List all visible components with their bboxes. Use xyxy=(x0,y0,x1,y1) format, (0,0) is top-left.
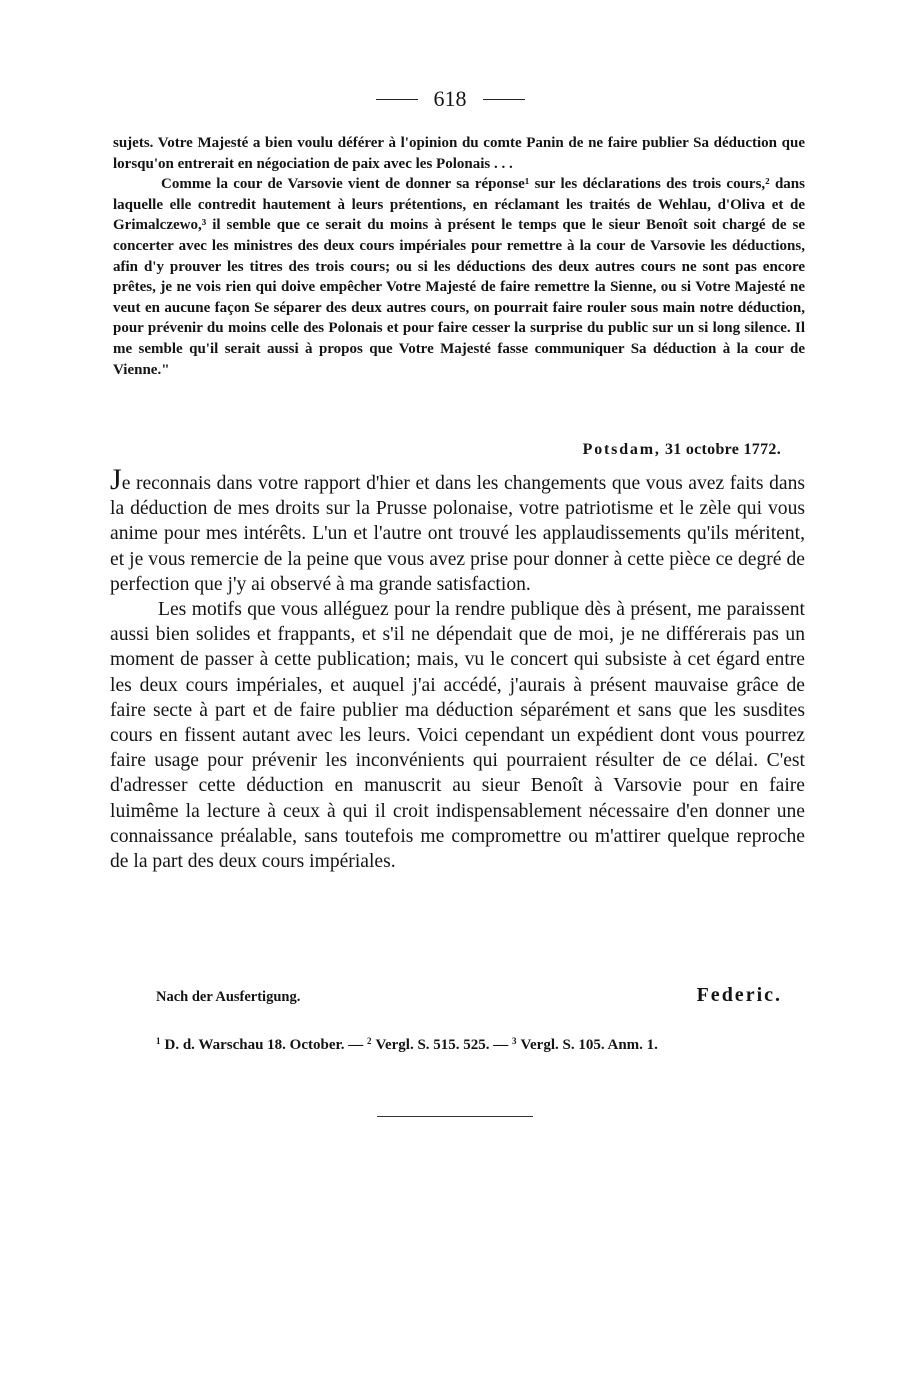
quote-paragraph: Comme la cour de Varsovie vient de donner sa réponse¹ sur les déclarations des trois cours,² dans laquelle elle contredit hautement à leurs prétentions, en réclamant les traités de Wehlau, d'Oliva et de Grimalczewo,³ il semble que ce serait du moins à présent le temps que le sieur Benoît soit chargé de se concerter avec les ministres des deux cours impériales pour remettre à la cour de Varsovie les déductions, afin d'y prouver les titres des trois cours; ou si les déductions des deux autres cours ne sont pas encore prêtes, je ne vois rien qui doive empêcher Votre Majesté de faire remettre la Sienne, ou si Votre Majesté ne veut en aucune façon Se séparer des deux autres cours, on pourrait faire rouler sous main notre déduction, pour prévenir du moins celle des Polonais et pour faire cesser la surprise du public sur un si long silence. Il me semble qu'il serait aussi à propos que Votre Majesté fasse communiquer Sa déduction à la cour de Vienne." xyxy=(113,176,805,378)
letter-paragraph: Je reconnais dans votre rapport d'hier et dans les changements que vous avez faits dans la déduction de mes droits sur la Prusse polonaise, votre patriotisme et le zèle qui vous anime pour mes intérêts. L'un et l'autre ont trouvé les applaudissements qu'ils méritent, et je vous remercie de la peine que vous avez prise pour donner à cette pièce ce degré de perfection que j'y ai observé à ma grande satisfaction. xyxy=(110,463,805,595)
footnote-marker: 1 xyxy=(156,1036,161,1046)
quote-paragraph: sujets. Votre Majesté a bien voulu déférer à l'opinion du comte Panin de ne faire publier Sa déduction que lorsqu'on entrerait en négociation de paix avec les Polonais . . . xyxy=(113,135,805,172)
signature: Federic. xyxy=(696,984,782,1006)
footnote-marker: 2 xyxy=(367,1036,372,1046)
end-rule xyxy=(377,1116,533,1117)
footnote-text: D. d. Warschau 18. October. — xyxy=(164,1037,364,1053)
letter-body xyxy=(110,463,805,874)
dateline-date: 31 octobre 1772. xyxy=(664,441,781,458)
dateline xyxy=(583,441,781,459)
footnote-text: Vergl. S. 515. 525. — xyxy=(375,1037,509,1053)
source-note: Nach der Ausfertigung. xyxy=(156,989,301,1005)
footnote-text: Vergl. S. 105. Anm. 1. xyxy=(520,1037,658,1053)
dateline-place: Potsdam, xyxy=(582,441,661,458)
footnote-marker: 3 xyxy=(512,1036,517,1046)
quoted-report xyxy=(113,133,805,380)
letter-paragraph: Les motifs que vous alléguez pour la rendre publique dès à présent, me paraissent aussi bien solides et frappants, et s'il ne dépendait que de moi, je ne différerais pas un moment de passer à cette publication; mais, vu le concert qui subsiste à cet égard entre les deux cours impériales, et auquel j'ai accédé, j'aurais à présent mauvaise grâce de faire secte à part et de faire publier ma déduction séparément et sans que les susdites cours en fissent autant avec les leurs. Voici cependant un expédient dont vous pourrez faire usage pour prévenir les inconvénients qui pourraient résulter de ce délai. C'est d'adresser cette déduction en manuscrit au sieur Benoît à Varsovie pour en faire luimême la lecture à ceux à qui il croit indispensablement nécessaire d'en donner une connaissance préalable, sans toutefois me compromettre ou m'attirer quelque reproche de la part des deux cours impériales. xyxy=(110,599,805,873)
header-rule-right xyxy=(483,99,525,100)
footnotes xyxy=(156,1036,816,1054)
header-rule-left xyxy=(376,99,418,100)
page-number: 618 xyxy=(433,86,467,111)
signoff xyxy=(156,984,782,1007)
page-header xyxy=(0,86,900,112)
